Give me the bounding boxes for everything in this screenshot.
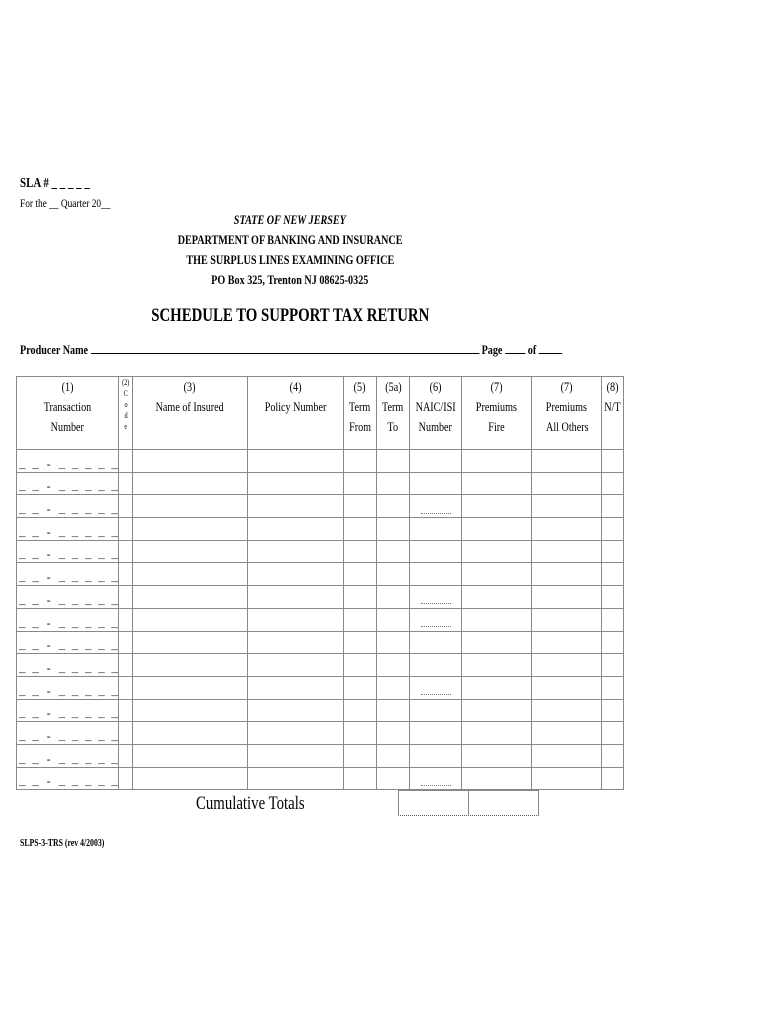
table-cell[interactable] (344, 495, 377, 518)
table-cell[interactable] (462, 654, 532, 677)
column-header-7 (410, 377, 462, 450)
transaction-number-cell[interactable]: _ _ - _ _ _ _ _ (17, 518, 119, 541)
table-cell[interactable] (462, 450, 532, 473)
column-header-8 (462, 377, 532, 450)
column-header-line: Premiums (476, 399, 518, 414)
producer-row (20, 341, 715, 358)
column-header-line: e (124, 422, 127, 431)
table-cell[interactable] (410, 450, 462, 473)
column-header-line: d (123, 411, 128, 420)
table-cell[interactable] (377, 676, 410, 699)
column-header-line: (8) (606, 379, 619, 394)
table-cell[interactable] (410, 631, 462, 654)
table-cell[interactable] (133, 563, 248, 586)
table-cell[interactable] (248, 699, 344, 722)
table-cell[interactable] (377, 744, 410, 767)
office-address: PO Box 325, Trenton NJ 08625-0325 (211, 272, 369, 287)
table-cell[interactable] (410, 518, 462, 541)
column-header-5 (344, 377, 377, 450)
table-cell[interactable] (248, 654, 344, 677)
cumulative-total-fire-field[interactable] (398, 790, 469, 816)
table-cell[interactable] (410, 767, 462, 790)
table-cell[interactable] (119, 654, 133, 677)
table-cell[interactable] (248, 722, 344, 745)
table-row (17, 472, 624, 495)
table-cell[interactable] (602, 722, 624, 745)
table-cell[interactable] (133, 767, 248, 790)
table-cell[interactable] (119, 586, 133, 609)
department-name: DEPARTMENT OF BANKING AND INSURANCE (177, 232, 403, 247)
table-cell[interactable] (377, 540, 410, 563)
table-cell[interactable] (532, 586, 602, 609)
column-header-line: (4) (289, 379, 302, 394)
table-cell[interactable] (410, 608, 462, 631)
table-row (17, 744, 624, 767)
table-row (17, 563, 624, 586)
table-cell[interactable] (377, 699, 410, 722)
table-cell[interactable] (532, 654, 602, 677)
schedule-table (16, 376, 624, 790)
transaction-number-cell[interactable]: _ _ - _ _ _ _ _ (17, 654, 119, 677)
table-cell[interactable] (133, 699, 248, 722)
table-cell[interactable] (532, 699, 602, 722)
table-cell[interactable] (248, 608, 344, 631)
table-cell[interactable] (344, 722, 377, 745)
table-row (17, 722, 624, 745)
table-cell[interactable] (344, 676, 377, 699)
table-cell[interactable] (133, 472, 248, 495)
table-cell[interactable] (532, 631, 602, 654)
table-cell[interactable] (248, 472, 344, 495)
table-cell[interactable] (532, 563, 602, 586)
table-cell[interactable] (119, 518, 133, 541)
transaction-number-cell[interactable]: _ _ - _ _ _ _ _ (17, 450, 119, 473)
table-cell[interactable] (344, 767, 377, 790)
table-cell[interactable] (133, 495, 248, 518)
column-header-line: (3) (184, 379, 196, 394)
table-cell[interactable] (602, 563, 624, 586)
table-cell[interactable] (133, 654, 248, 677)
producer-name-label: Producer Name (20, 342, 89, 357)
table-cell[interactable] (410, 654, 462, 677)
table-cell[interactable] (119, 631, 133, 654)
column-header-line: Premiums (546, 399, 588, 414)
table-cell[interactable] (462, 722, 532, 745)
table-cell[interactable] (344, 631, 377, 654)
column-header-line: To (387, 419, 399, 434)
table-cell[interactable] (377, 586, 410, 609)
table-cell[interactable] (410, 472, 462, 495)
table-cell[interactable] (377, 767, 410, 790)
table-cell[interactable] (377, 450, 410, 473)
column-header-line: Term (382, 399, 404, 414)
table-cell[interactable] (248, 540, 344, 563)
table-row (17, 518, 624, 541)
transaction-number-cell[interactable]: _ _ - _ _ _ _ _ (17, 722, 119, 745)
column-header-line: Fire (488, 419, 505, 434)
table-cell[interactable] (377, 631, 410, 654)
column-header-line: Policy Number (264, 399, 327, 414)
table-cell[interactable] (344, 563, 377, 586)
table-cell[interactable] (532, 472, 602, 495)
table-cell[interactable] (410, 586, 462, 609)
cumulative-totals-label: Cumulative Totals (196, 793, 305, 814)
table-cell[interactable] (602, 744, 624, 767)
table-cell[interactable] (133, 744, 248, 767)
table-cell[interactable] (119, 676, 133, 699)
form-number: SLPS-3-TRS (rev 4/2003) (20, 838, 105, 849)
column-header-line: o (123, 400, 128, 409)
table-row (17, 631, 624, 654)
table-cell[interactable] (602, 699, 624, 722)
table-cell[interactable] (532, 518, 602, 541)
column-header-line: (2) (121, 378, 130, 387)
table-cell[interactable] (602, 540, 624, 563)
table-cell[interactable] (410, 699, 462, 722)
table-cell[interactable] (462, 699, 532, 722)
table-cell[interactable] (602, 586, 624, 609)
table-cell[interactable] (119, 722, 133, 745)
table-row (17, 450, 624, 473)
column-header-10 (602, 377, 624, 450)
table-cell[interactable] (344, 540, 377, 563)
table-cell[interactable] (133, 631, 248, 654)
table-cell[interactable] (602, 676, 624, 699)
table-cell[interactable] (532, 495, 602, 518)
column-header-line: (7) (490, 379, 503, 394)
table-cell[interactable] (344, 450, 377, 473)
table-cell[interactable] (344, 654, 377, 677)
table-cell[interactable] (532, 722, 602, 745)
table-cell[interactable] (410, 676, 462, 699)
transaction-number-cell[interactable]: _ _ - _ _ _ _ _ (17, 699, 119, 722)
transaction-number-cell[interactable]: _ _ - _ _ _ _ _ (17, 744, 119, 767)
transaction-number-cell[interactable]: _ _ - _ _ _ _ _ (17, 495, 119, 518)
column-header-9 (532, 377, 602, 450)
table-cell[interactable] (248, 495, 344, 518)
transaction-number-cell[interactable]: _ _ - _ _ _ _ _ (17, 767, 119, 790)
table-cell[interactable] (377, 654, 410, 677)
table-cell[interactable] (119, 744, 133, 767)
column-header-1 (17, 377, 119, 450)
table-cell[interactable] (248, 744, 344, 767)
table-cell[interactable] (602, 450, 624, 473)
table-cell[interactable] (462, 586, 532, 609)
table-cell[interactable] (377, 472, 410, 495)
table-cell[interactable] (344, 586, 377, 609)
column-header-line: Number (50, 419, 85, 434)
column-header-line: Transaction (43, 399, 92, 414)
page-number-field[interactable] (505, 341, 525, 354)
table-cell[interactable] (133, 540, 248, 563)
table-cell[interactable] (532, 676, 602, 699)
column-header-line: Term (349, 399, 371, 414)
table-body (17, 450, 624, 790)
dotted-entry-line (421, 513, 451, 514)
column-header-6 (377, 377, 410, 450)
table-cell[interactable] (602, 608, 624, 631)
transaction-number-cell[interactable]: _ _ - _ _ _ _ _ (17, 676, 119, 699)
table-cell[interactable] (377, 495, 410, 518)
table-cell[interactable] (462, 563, 532, 586)
page-label: Page (481, 342, 503, 357)
transaction-number-cell[interactable]: _ _ - _ _ _ _ _ (17, 586, 119, 609)
table-cell[interactable] (119, 699, 133, 722)
table-cell[interactable] (410, 744, 462, 767)
table-cell[interactable] (133, 586, 248, 609)
table-cell[interactable] (532, 608, 602, 631)
column-header-line: (5a) (384, 379, 402, 394)
table-cell[interactable] (133, 518, 248, 541)
table-cell[interactable] (119, 540, 133, 563)
quarter-line: For the __ Quarter 20__ (20, 196, 111, 210)
table-cell[interactable] (410, 722, 462, 745)
table-cell[interactable] (133, 608, 248, 631)
table-cell[interactable] (377, 608, 410, 631)
column-header-line: NAIC/ISI (415, 399, 456, 414)
column-header-line: (6) (429, 379, 442, 394)
column-header-line: (5) (354, 379, 366, 394)
table-cell[interactable] (344, 744, 377, 767)
table-cell[interactable] (119, 767, 133, 790)
table-row (17, 699, 624, 722)
table-cell[interactable] (602, 654, 624, 677)
table-cell[interactable] (410, 495, 462, 518)
table-cell[interactable] (462, 744, 532, 767)
table-cell[interactable] (462, 608, 532, 631)
column-header-line: All Others (545, 419, 589, 434)
table-cell[interactable] (410, 563, 462, 586)
dotted-entry-line (421, 785, 451, 786)
office-name: THE SURPLUS LINES EXAMINING OFFICE (186, 252, 394, 267)
table-cell[interactable] (602, 631, 624, 654)
table-cell[interactable] (119, 472, 133, 495)
transaction-number-cell[interactable]: _ _ - _ _ _ _ _ (17, 540, 119, 563)
dotted-entry-line (421, 694, 451, 695)
table-cell[interactable] (248, 518, 344, 541)
column-header-line: Name of Insured (155, 399, 225, 414)
column-header-line: Number (419, 419, 453, 434)
table-cell[interactable] (602, 518, 624, 541)
transaction-number-cell[interactable]: _ _ - _ _ _ _ _ (17, 563, 119, 586)
table-cell[interactable] (602, 767, 624, 790)
table-cell[interactable] (344, 699, 377, 722)
table-cell[interactable] (248, 450, 344, 473)
table-cell[interactable] (462, 676, 532, 699)
table-header-row (17, 377, 624, 450)
table-cell[interactable] (119, 563, 133, 586)
of-label: of (527, 342, 537, 357)
table-cell[interactable] (532, 744, 602, 767)
table-cell[interactable] (602, 495, 624, 518)
table-cell[interactable] (248, 767, 344, 790)
column-header-line: (7) (560, 379, 573, 394)
cumulative-total-others-field[interactable] (468, 790, 539, 816)
table-cell[interactable] (602, 472, 624, 495)
state-name: STATE OF NEW JERSEY (233, 212, 347, 227)
table-cell[interactable] (133, 676, 248, 699)
table-cell[interactable] (462, 767, 532, 790)
transaction-number-cell[interactable]: _ _ - _ _ _ _ _ (17, 608, 119, 631)
table-cell[interactable] (377, 563, 410, 586)
table-cell[interactable] (119, 495, 133, 518)
table-cell[interactable] (248, 631, 344, 654)
table-cell[interactable] (133, 450, 248, 473)
dotted-entry-line (421, 626, 451, 627)
table-row (17, 586, 624, 609)
column-header-line: From (349, 419, 372, 434)
table-row (17, 767, 624, 790)
column-header-4 (248, 377, 344, 450)
table-cell[interactable] (377, 722, 410, 745)
document-title: SCHEDULE TO SUPPORT TAX RETURN (150, 305, 430, 326)
table-cell[interactable] (344, 608, 377, 631)
agency-header (0, 210, 580, 290)
transaction-number-cell[interactable]: _ _ - _ _ _ _ _ (17, 472, 119, 495)
sla-number-label: SLA # _ _ _ _ _ (20, 176, 90, 191)
table-cell[interactable] (462, 495, 532, 518)
table-row (17, 495, 624, 518)
table-cell[interactable] (532, 540, 602, 563)
table-cell[interactable] (248, 586, 344, 609)
table-row (17, 654, 624, 677)
column-header-line: C (123, 389, 128, 398)
producer-name-field[interactable] (91, 341, 479, 354)
dotted-entry-line (421, 603, 451, 604)
table-cell[interactable] (462, 472, 532, 495)
table-cell[interactable] (119, 608, 133, 631)
table-cell[interactable] (133, 722, 248, 745)
table-cell[interactable] (248, 676, 344, 699)
column-header-line: N/T (604, 399, 621, 414)
table-cell[interactable] (119, 450, 133, 473)
table-cell[interactable] (532, 767, 602, 790)
column-header-3 (133, 377, 248, 450)
table-cell[interactable] (532, 450, 602, 473)
table-cell[interactable] (344, 518, 377, 541)
table-row (17, 540, 624, 563)
transaction-number-cell[interactable]: _ _ - _ _ _ _ _ (17, 631, 119, 654)
table-row (17, 676, 624, 699)
table-cell[interactable] (344, 472, 377, 495)
table-row (17, 608, 624, 631)
table-cell[interactable] (462, 631, 532, 654)
table-cell[interactable] (248, 563, 344, 586)
page-total-field[interactable] (539, 341, 562, 354)
table-cell[interactable] (462, 540, 532, 563)
table-cell[interactable] (462, 518, 532, 541)
table-cell[interactable] (377, 518, 410, 541)
column-header-2 (119, 377, 133, 450)
column-header-line: (1) (61, 379, 74, 394)
table-cell[interactable] (410, 540, 462, 563)
